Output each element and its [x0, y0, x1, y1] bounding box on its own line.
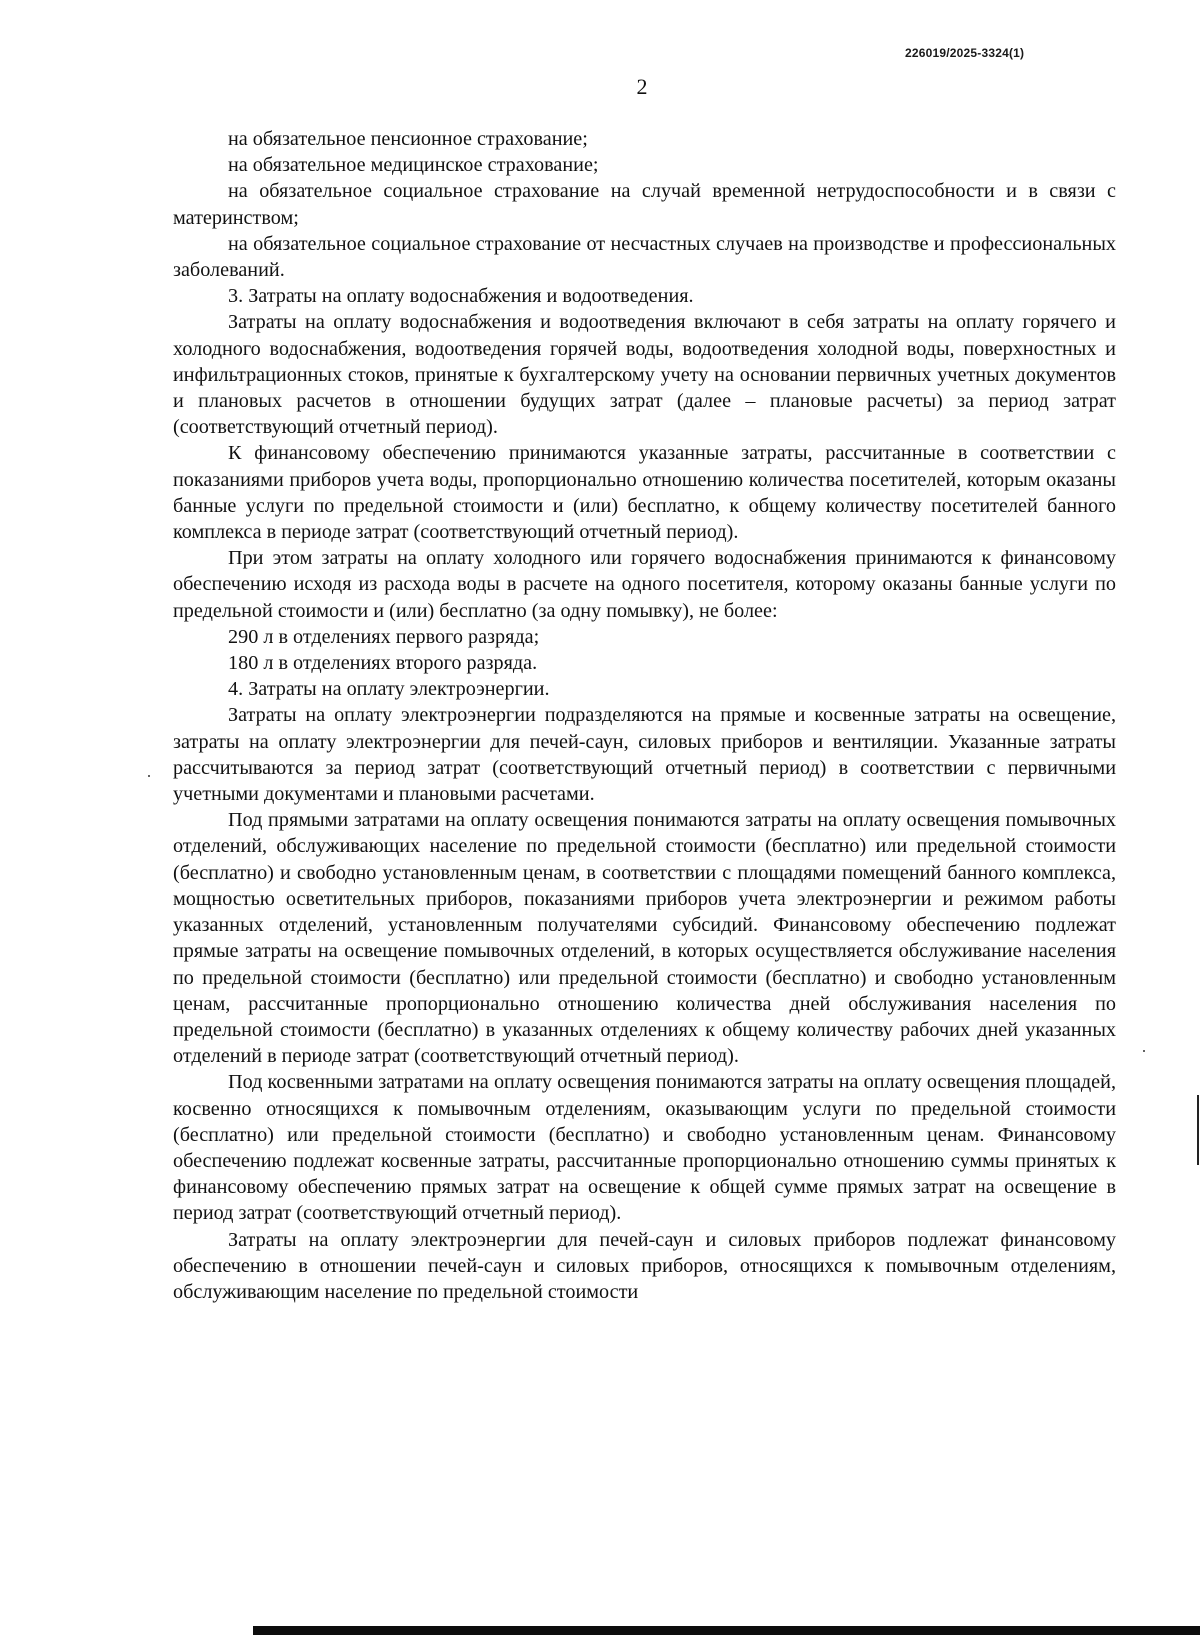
scan-edge-line [1197, 1095, 1199, 1165]
scan-speck [148, 775, 150, 777]
paragraph: Затраты на оплату водоснабжения и водоотведения включают в себя затраты на оплату горячего и холодного водоснабжения, водоотведения горячей воды, водоотведения холодной воды, поверхностных и инфильтрационных стоков, принятые к бухгалтерскому учету на основании первичных учетных документов и плановых расчетов в отношении будущих затрат (далее – плановые расчеты) за период затрат (соответствующий отчетный период). [173, 311, 1116, 439]
paragraph: Под косвенными затратами на оплату освещения понимаются затраты на оплату освещения площадей, косвенно относящихся к помывочным отделениям, оказывающим услуги по предельной стоимости (бесплатно) или предельной стоимости (бесплатно) и свободно установленным ценам. Финансовому обеспечению подлежат косвенные затраты, рассчитанные пропорционально отношению суммы принятых к финансовому обеспечению прямых затрат на освещение к общей сумме прямых затрат на освещение в период затрат (соответствующий отчетный период). [173, 1071, 1116, 1225]
document-body [173, 126, 1116, 1305]
list-item: 180 л в отделениях второго разряда. [228, 652, 538, 675]
list-item: 290 л в отделениях первого разряда; [228, 625, 540, 648]
paragraph: Под прямыми затратами на оплату освещения понимаются затраты на оплату освещения помывочных отделений, обслуживающих население по предельной стоимости (бесплатно) или предельной стоимости (бесплатно) и свободно установленным ценам, в соответствии с площадями помещений банного комплекса, мощностью осветительных приборов, показаниями приборов учета электроэнергии и режимом работы указанных отделений, установленным получателями субсидий. Финансовому обеспечению подлежат прямые затраты на освещение помывочных отделений, в которых осуществляется обслуживание населения по предельной стоимости (бесплатно) или предельной стоимости (бесплатно) и свободно установленным ценам, рассчитанные пропорционально отношению количества дней обслуживания населения по предельной стоимости (бесплатно) в указанных отделениях к общему количеству рабочих дней указанных отделений в периоде затрат (соответствующий отчетный период). [173, 809, 1116, 1068]
paragraph: При этом затраты на оплату холодного или горячего водоснабжения принимаются к финансовому обеспечению исходя из расхода воды в расчете на одного посетителя, которому оказаны банные услуги по предельной стоимости и (или) бесплатно (за одну помывку), не более: [173, 547, 1116, 622]
scan-speck [1143, 1050, 1145, 1052]
section-heading: 4. Затраты на оплату электроэнергии. [228, 678, 550, 701]
paragraph: на обязательное пенсионное страхование; [228, 128, 588, 150]
paragraph: на обязательное социальное страхование от несчастных случаев на производстве и профессиональных заболеваний. [173, 232, 1116, 282]
section-heading: 3. Затраты на оплату водоснабжения и водоотведения. [228, 285, 694, 308]
paragraph: на обязательное медицинское страхование; [228, 154, 599, 177]
document-registration-number: 226019/2025-3324(1) [905, 46, 1025, 60]
paragraph: Затраты на оплату электроэнергии для печей-саун и силовых приборов подлежат финансовому обеспечению в отношении печей-саун и силовых приборов, относящихся к помывочным отделениям, обслуживающим население по предельной стоимости [173, 1228, 1116, 1303]
paragraph: на обязательное социальное страхование на случай временной нетрудоспособности и в связи с материнством; [173, 180, 1116, 229]
paragraph: К финансовому обеспечению принимаются указанные затраты, рассчитанные в соответствии с показаниями приборов учета воды, пропорционально отношению количества посетителей, которым оказаны банные услуги по предельной стоимости и (или) бесплатно, к общему количеству посетителей банного комплекса в периоде затрат (соответствующий отчетный период). [173, 442, 1116, 544]
page-number: 2 [636, 74, 648, 99]
scan-bottom-edge [253, 1626, 1200, 1635]
paragraph: Затраты на оплату электроэнергии подразделяются на прямые и косвенные затраты на освещение, затраты на оплату электроэнергии для печей-саун, силовых приборов и вентиляции. Указанные затраты рассчитываются за период затрат (соответствующий отчетный период) в соответствии с первичными учетными документами и плановыми расчетами. [173, 704, 1116, 806]
